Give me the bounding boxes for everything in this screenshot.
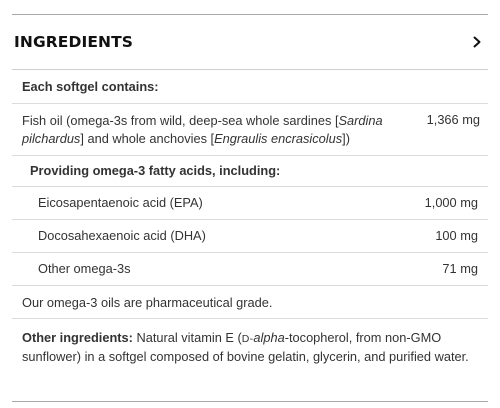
fish-oil-row	[12, 104, 488, 156]
sub-item-label: Eicosapentaenoic acid (EPA)	[38, 195, 203, 210]
latin-name-anchovy: Engraulis encrasicolus	[214, 130, 343, 146]
serving-header-row	[12, 70, 488, 104]
sub-item-row-dha	[12, 220, 488, 253]
sub-item-row-epa	[12, 187, 488, 220]
ingredients-panel	[12, 14, 488, 404]
other-ingredients: Other ingredients: Natural vitamin E (D-alpha-tocopherol, from non-GMO sunflower) in a softgel composed of bovine gelatin, glycerin, and purified water.	[22, 330, 469, 364]
sub-item-label: Docosahexaenoic acid (DHA)	[38, 228, 206, 243]
section-title: INGREDIENTS	[14, 33, 134, 51]
sub-item-amount: 71 mg	[442, 261, 478, 276]
chevron-right-icon[interactable]	[470, 35, 484, 49]
pharmaceutical-grade-note: Our omega-3 oils are pharmaceutical grade.	[12, 286, 488, 319]
sub-item-label: Other omega-3s	[38, 261, 131, 276]
fish-oil-amount: 1,366 mg	[426, 112, 480, 127]
sub-item-amount: 1,000 mg	[424, 195, 478, 210]
serving-header: Each softgel contains:	[22, 78, 159, 94]
providing-header: Providing omega-3 fatty acids, including:	[30, 163, 281, 178]
panel-bottom-divider	[12, 401, 488, 402]
alpha-word: alpha	[253, 330, 285, 345]
other-ingredients-label: Other ingredients:	[22, 330, 133, 345]
latin-name-sardine: Sardina pilchardus	[22, 112, 383, 146]
sub-item-row-other	[12, 253, 488, 286]
sub-item-amount: 100 mg	[435, 228, 478, 243]
fish-oil-label: Fish oil (omega-3s from wild, deep-sea whole sardines [Sardina pilchardus] and whole anchovies [Engraulis encrasicolus])	[22, 112, 383, 146]
d-prefix: D-	[241, 333, 254, 345]
ingredients-accordion-header[interactable]	[12, 15, 488, 69]
supplement-facts-table	[12, 69, 488, 366]
providing-header-row	[12, 156, 488, 187]
